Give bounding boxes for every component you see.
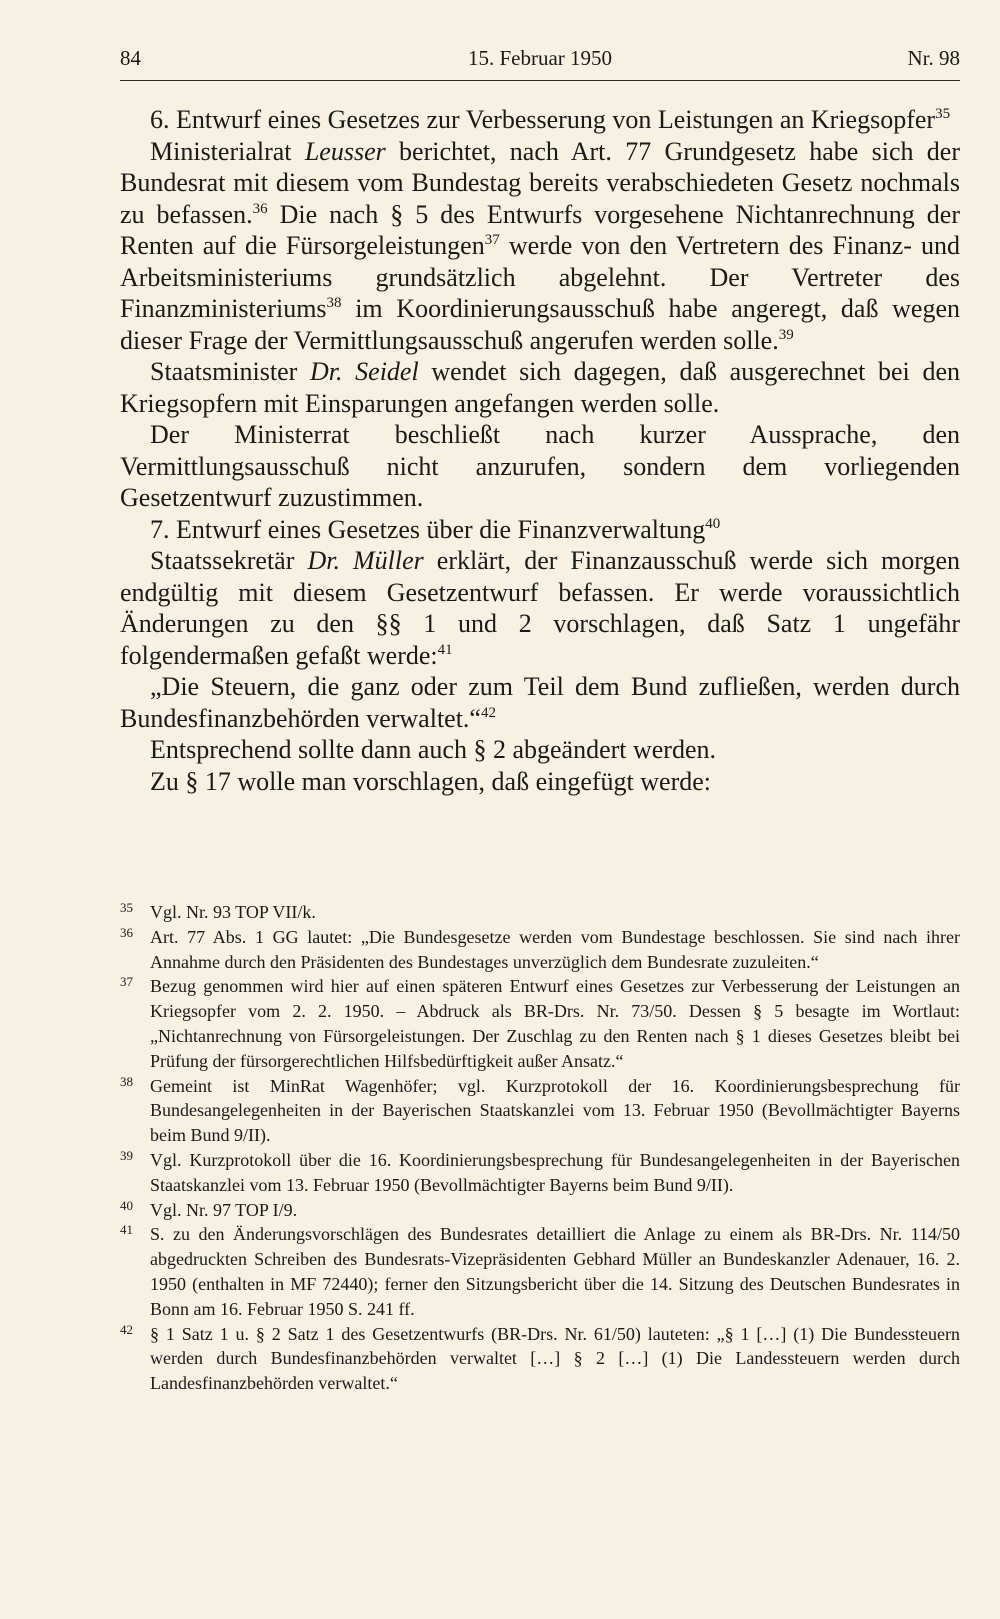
footnote: 42 § 1 Satz 1 u. § 2 Satz 1 des Gesetzentwurfs (BR-Drs. Nr. 61/50) lauteten: „§ 1 […] (1) Die Bundessteuern werden durch Bundesfinanzbehörden verwaltet […] § 2 […] (1) Die Landessteuern werden durch Landesfinanzbehörden verwaltet.“ xyxy=(120,1322,960,1396)
footnote-number: 42 xyxy=(120,1321,133,1337)
footnote: 40 Vgl. Nr. 97 TOP I/9. xyxy=(120,1198,960,1223)
footnote: 39 Vgl. Kurzprotokoll über die 16. Koordinierungsbesprechung für Bundesangelegenheiten in der Bayerischen Staatskanzlei vom 13. Februar 1950 (Bevollmächtigter Bayerns beim Bund 9/II). xyxy=(120,1148,960,1198)
footnote-number: 38 xyxy=(120,1073,133,1089)
running-header xyxy=(120,46,960,76)
footnote: 37 Bezug genommen wird hier auf einen späteren Entwurf eines Gesetzes zur Verbesserung der Leistungen an Kriegsopfer vom 2. 2. 1950. – Abdruck als BR-Drs. Nr. 73/50. Dessen § 5 besagte im Wortlaut: „Nichtanrechnung von Fürsorgeleistungen. Der Zuschlag zu den Renten nach § 1 dieses Gesetzes bleibt bei Prüfung der fürsorgerechtlichen Hilfsbedürftigkeit außer Ansatz.“ xyxy=(120,974,960,1073)
footnote-ref-41: 41 xyxy=(437,641,453,658)
footnote-ref-40: 40 xyxy=(705,515,721,532)
footnote-number: 35 xyxy=(120,900,133,915)
speaker-name: Dr. Müller xyxy=(307,546,424,575)
footnote: 36 Art. 77 Abs. 1 GG lautet: „Die Bundesgesetze werden vom Bundestage beschlossen. Sie sind nach ihrer Annahme durch den Präsidenten des Bundestages unverzüglich dem Bundesrate zuzuleiten.“ xyxy=(120,925,960,975)
footnote: 41 S. zu den Änderungsvorschlägen des Bundesrates detailliert die Anlage zu einem als BR-Drs. Nr. 114/50 abgedruckten Schreiben des Bundesrats-Vizepräsidenten Gebhard Müller an Bundeskanzler Adenauer, 16. 2. 1950 (enthalten in MF 72440); ferner den Sitzungsbericht über die 14. Sitzung des Deutschen Bundesrates in Bonn am 16. Februar 1950 S. 241 ff. xyxy=(120,1222,960,1321)
speaker-name: Dr. Seidel xyxy=(309,357,419,386)
speaker-name: Leusser xyxy=(304,136,386,166)
paragraph-resolution: Der Ministerrat beschließt nach kurzer Aussprache, den Vermittlungsausschuß nicht anzurufen, sondern dem vorliegenden Gesetzentwurf zuzustimmen. xyxy=(120,420,960,512)
paragraph-section-2: Entsprechend sollte dann auch § 2 abgeändert werden. xyxy=(150,735,717,764)
agenda-item-6-heading: 6. Entwurf eines Gesetzes zur Verbesserung von Leistungen an Kriegsopfer$^{35}$ xyxy=(150,105,951,134)
paragraph-seidel: Staatsminister Dr. Seidel wendet sich dagegen, daß ausgerechnet bei den Kriegsopfern mit Einsparungen angefangen werden solle. xyxy=(120,357,960,418)
footnote-ref-42: 42 xyxy=(480,704,496,721)
header-rule xyxy=(120,80,960,81)
footnote: 35 Vgl. Nr. 93 TOP VII/k. xyxy=(120,900,960,925)
footnote-ref-39: 39 xyxy=(778,326,794,343)
main-text xyxy=(120,104,960,797)
paragraph-quotation: „Die Steuern, die ganz oder zum Teil dem Bund zufließen, werden durch Bundesfinanzbehörden verwaltet.“$^{42}$ xyxy=(120,672,960,733)
footnote-ref-36: 36 xyxy=(252,200,268,217)
paragraph-leusser: Ministerialrat Leusser berichtet, nach Art. 77 Grundgesetz habe sich der Bundesrat mit diesem vom Bundestag bereits verabschiedeten Gesetz nochmals zu befassen.$^{36}$ Die nach § 5 des Entwurfs vorgesehene Nichtanrechnung der Renten auf die Fürsorgeleistungen$^{37}$ werde von den Vertretern des Finanz- und Arbeitsministeriums grundsätzlich abgelehnt. Der Vertreter des Finanzministeriums$^{38}$ im Koordinierungsausschuß habe angeregt, daß wegen dieser Frage der Vermittlungsausschuß angerufen werden solle.$^{39}$ xyxy=(120,136,961,355)
footnote-number: 41 xyxy=(120,1222,133,1238)
footnote-number: 39 xyxy=(120,1147,133,1163)
footnote-number: 37 xyxy=(120,974,133,990)
footnotes xyxy=(120,900,960,1396)
footnote-number: 36 xyxy=(120,924,133,940)
footnote: 38 Gemeint ist MinRat Wagenhöfer; vgl. Kurzprotokoll der 16. Koordinierungsbesprechung für Bundesangelegenheiten in der Bayerischen Staatskanzlei vom 13. Februar 1950 (Bevollmächtigter Bayerns beim Bund 9/II). xyxy=(120,1074,960,1148)
footnote-ref-35: 35 xyxy=(935,106,951,122)
page-number: 84 xyxy=(120,46,141,70)
header-date: 15. Februar 1950 xyxy=(467,46,613,70)
paragraph-mueller: Staatssekretär Dr. Müller erklärt, der Finanzausschuß werde sich morgen endgültig mit diesem Gesetzentwurf befassen. Er werde voraussichtlich Änderungen zu den §§ 1 und 2 vorschlagen, daß Satz 1 ungefähr folgendermaßen gefaßt werde:$^{41}$ xyxy=(120,546,960,670)
footnote-ref-38: 38 xyxy=(326,295,342,311)
agenda-item-7-heading: 7. Entwurf eines Gesetzes über die Finanzverwaltung$^{40}$ xyxy=(150,514,721,544)
paragraph-section-17: Zu § 17 wolle man vorschlagen, daß eingefügt werde: xyxy=(150,766,711,796)
header-issue-number: Nr. 98 xyxy=(907,46,960,70)
footnote-ref-37: 37 xyxy=(484,232,500,248)
footnote-number: 40 xyxy=(120,1197,133,1213)
